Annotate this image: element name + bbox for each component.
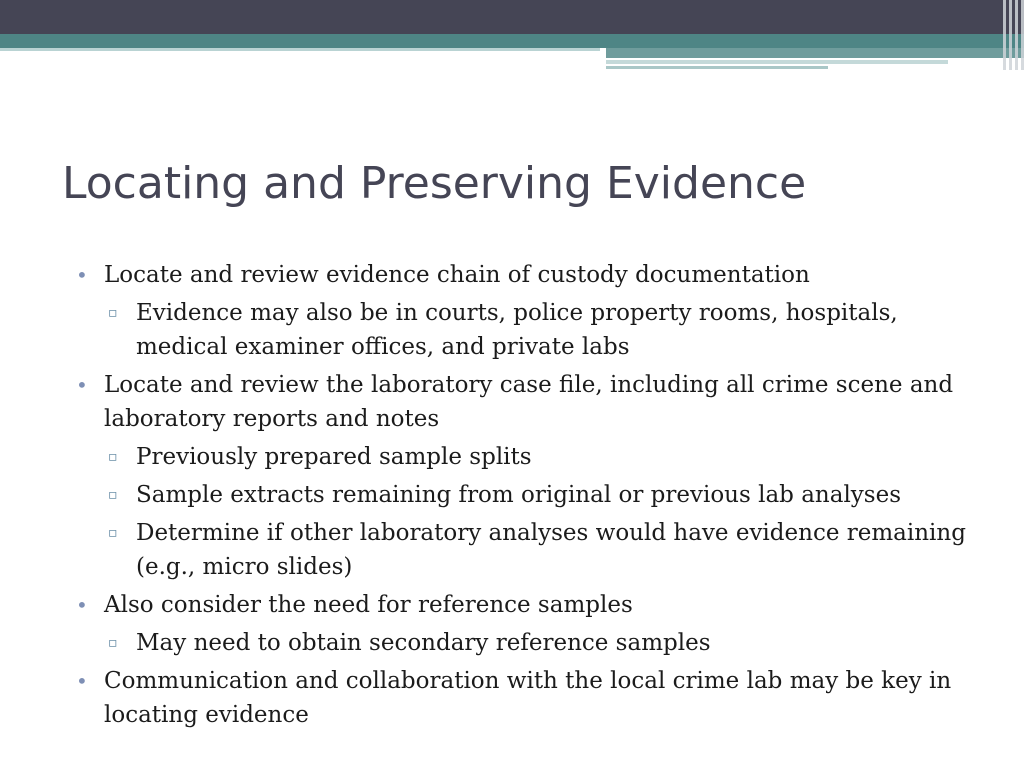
bullet-dot-icon: •: [76, 263, 88, 287]
bullet-item: [74, 588, 974, 622]
bullet-dot-icon: •: [76, 593, 88, 617]
bullet-text: Locate and review the laboratory case file, including all crime scene and laboratory reports and notes: [104, 372, 954, 432]
bullet-item: [74, 258, 974, 292]
slide-title: Locating and Preserving Evidence: [62, 158, 807, 209]
sub-bullet-item: [74, 296, 974, 364]
sub-bullet-item: [74, 440, 974, 474]
bullet-item: [74, 368, 974, 436]
stripe: [1009, 0, 1012, 70]
header-right-block: [606, 48, 1024, 58]
header-right-line: [606, 60, 948, 64]
sub-bullet-square-icon: ▫: [108, 635, 118, 651]
sub-bullet-item: [74, 626, 974, 660]
slide-body: [74, 258, 974, 736]
sub-bullet-text: Previously prepared sample splits: [136, 444, 532, 470]
sub-bullet-square-icon: ▫: [108, 305, 118, 321]
sub-bullet-item: [74, 516, 974, 584]
header-stripes: [990, 0, 1024, 70]
bullet-dot-icon: •: [76, 373, 88, 397]
sub-bullet-item: [74, 478, 974, 512]
sub-bullet-square-icon: ▫: [108, 487, 118, 503]
stripe: [1015, 0, 1018, 70]
bullet-text: Communication and collaboration with the local crime lab may be key in locating evidence: [104, 668, 952, 728]
bullet-text: Locate and review evidence chain of custody documentation: [104, 262, 810, 288]
header-light-line: [0, 48, 600, 51]
header-dark-band: [0, 0, 1024, 34]
bullet-item: [74, 664, 974, 732]
header-right-line-2: [606, 66, 828, 69]
sub-bullet-square-icon: ▫: [108, 525, 118, 541]
bullet-dot-icon: •: [76, 669, 88, 693]
header-teal-band: [0, 34, 1024, 48]
sub-bullet-text: May need to obtain secondary reference samples: [136, 630, 711, 656]
sub-bullet-text: Determine if other laboratory analyses would have evidence remaining (e.g., micro slides): [136, 520, 966, 580]
sub-bullet-square-icon: ▫: [108, 449, 118, 465]
bullet-text: Also consider the need for reference samples: [104, 592, 633, 618]
sub-bullet-text: Sample extracts remaining from original or previous lab analyses: [136, 482, 902, 508]
sub-bullet-text: Evidence may also be in courts, police property rooms, hospitals, medical examiner offices, and private labs: [136, 300, 898, 360]
stripe: [1003, 0, 1006, 70]
